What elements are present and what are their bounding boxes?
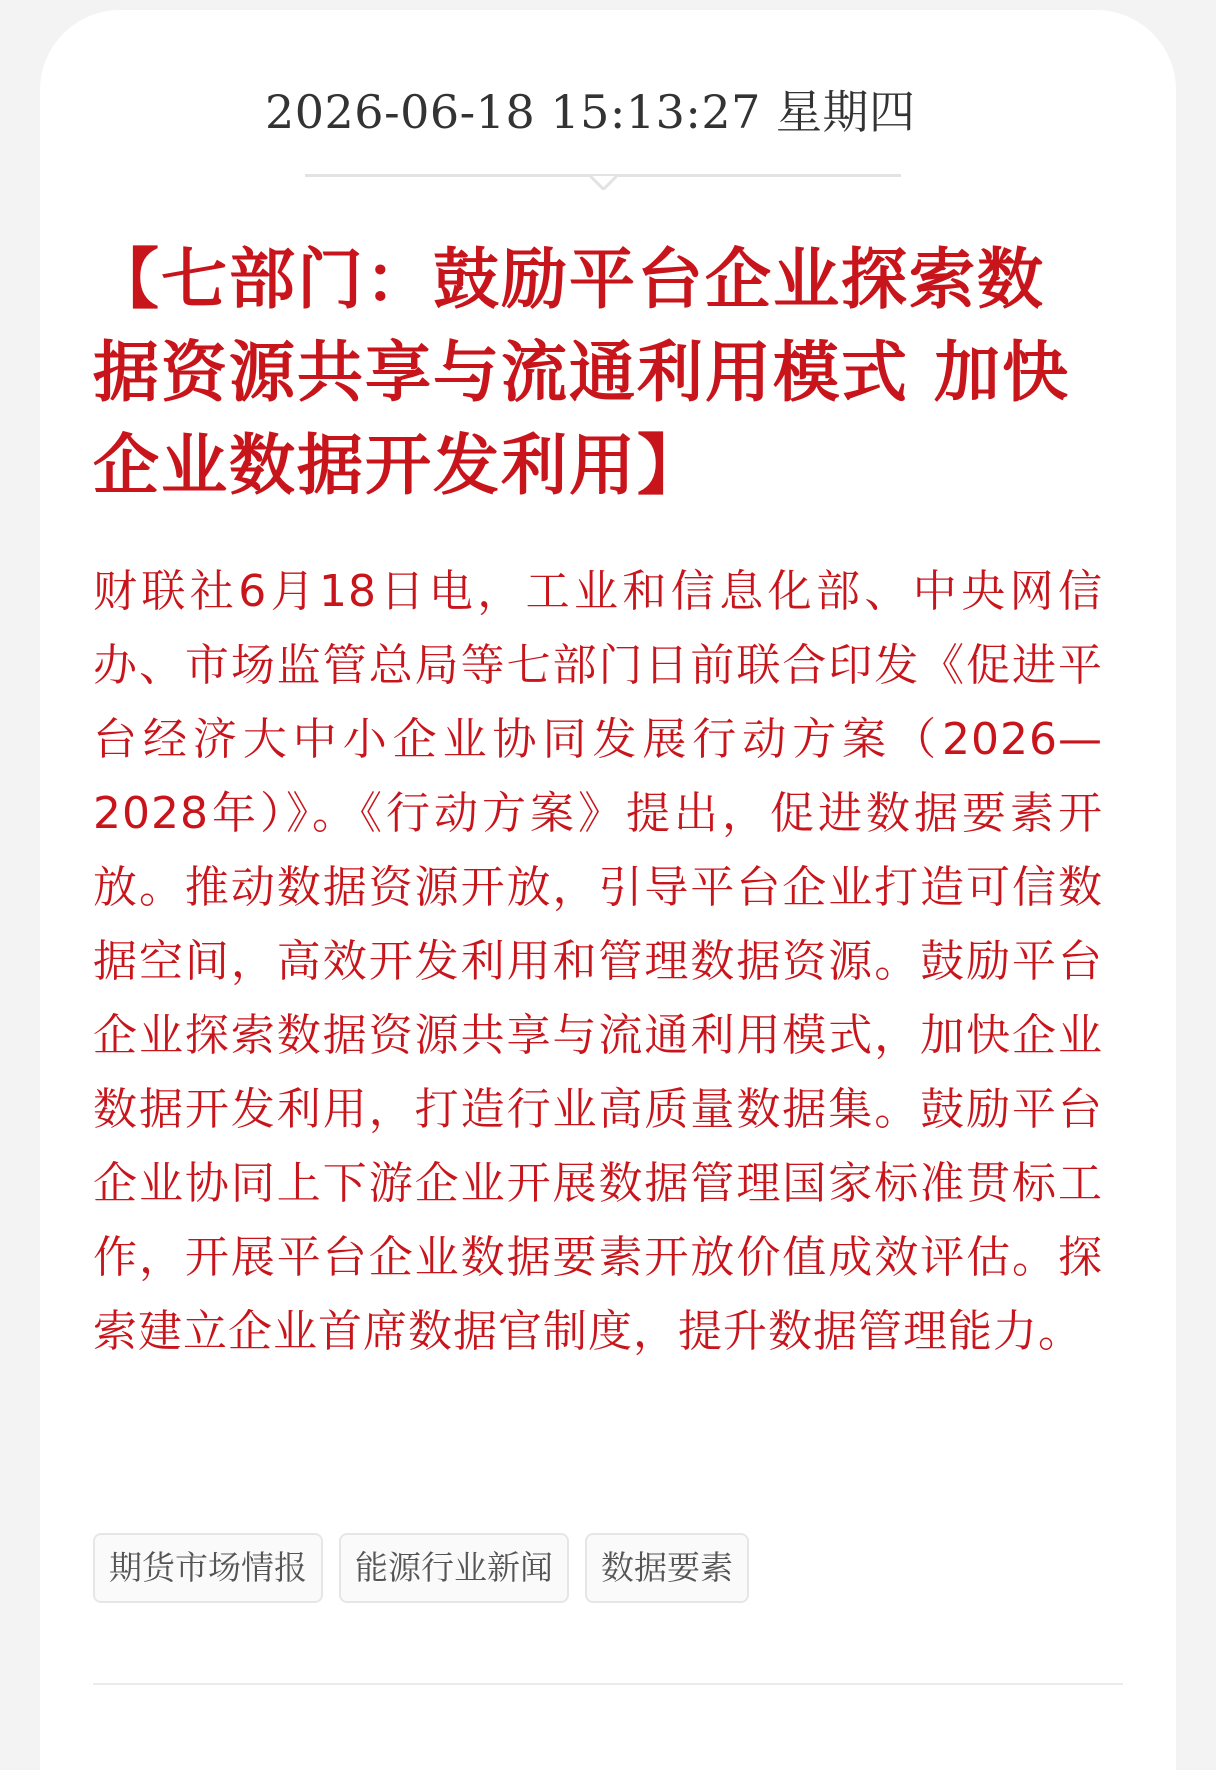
tag-futures-market[interactable]: 期货市场情报 xyxy=(93,1533,323,1603)
tag-energy-news[interactable]: 能源行业新闻 xyxy=(339,1533,569,1603)
publish-datetime: 2026-06-18 15:13:27 星期四 xyxy=(265,85,916,139)
tag-list xyxy=(93,1533,749,1603)
article-headline: 【七部门：鼓励平台企业探索数据资源共享与流通利用模式 加快企业数据开发利用】 xyxy=(93,241,1070,504)
publish-time-container xyxy=(265,80,916,144)
tag-data-elements[interactable]: 数据要素 xyxy=(585,1533,749,1603)
divider-notch-icon xyxy=(589,176,617,190)
bottom-divider xyxy=(93,1683,1123,1685)
article-body: 财联社6月18日电，工业和信息化部、中央网信办、市场监管总局等七部门日前联合印发《促进平台经济大中小企业协同发展行动方案（2026—2028年）》。《行动方案》提出，促进数据要素开放。推动数据资源开放，引导平台企业打造可信数据空间，高效开发利用和管理数据资源。鼓励平台企业探索数据资源共享与流通利用模式，加快企业数据开发利用，打造行业高质量数据集。鼓励平台企业协同上下游企业开展数据管理国家标准贯标工作，开展平台企业数据要素开放价值成效评估。探索建立企业首席数据官制度，提升数据管理能力。 xyxy=(93,566,1103,1357)
